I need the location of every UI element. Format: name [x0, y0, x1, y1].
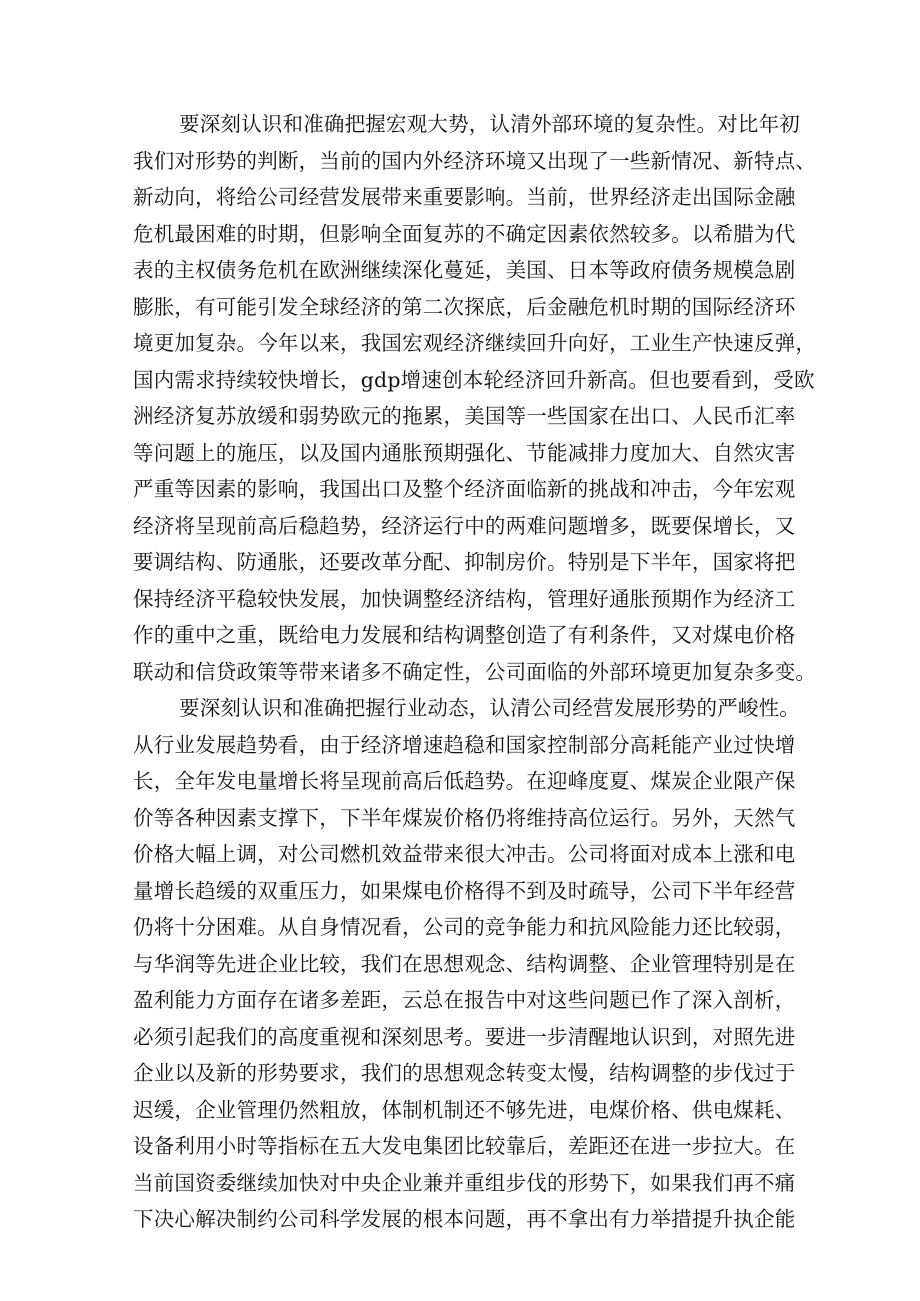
paragraph-2-line-12: 迟缓，企业管理仍然粗放，体制机制还不够先进，电煤价格、供电煤耗、 — [133, 1097, 796, 1122]
paragraph-1-line-16: 联动和信贷政策等带来诸多不确定性，公司面临的外部环境更加复杂多变。 — [133, 659, 817, 684]
paragraph-2-line-4: 价等各种因素支撑下，下半年煤炭价格仍将维持高位运行。另外，天然气 — [133, 805, 796, 830]
paragraph-2-line-6: 量增长趋缓的双重压力，如果煤电价格得不到及时疏导，公司下半年经营 — [133, 878, 796, 903]
paragraph-2-line-8: 与华润等先进企业比较，我们在思想观念、结构调整、企业管理特别是在 — [133, 951, 796, 976]
paragraph-1-line-5: 表的主权债务危机在欧洲继续深化蔓延，美国、日本等政府债务规模急剧 — [133, 258, 796, 282]
paragraph-2-line-2: 从行业发展趋势看，由于经济增速趋稳和国家控制部分高耗能产业过快增 — [133, 732, 796, 757]
paragraph-2-line-1: 要深刻认识和准确把握行业动态，认清公司经营发展形势的严峻性。 — [179, 696, 800, 720]
paragraph-1-line-4: 危机最困难的时期，但影响全面复苏的不确定因素依然较多。以希腊为代 — [133, 221, 796, 246]
paragraph-1-line-15: 作的重中之重，既给电力发展和结构调整创造了有利条件，又对煤电价格 — [133, 623, 796, 647]
paragraph-2-line-13: 设备利用小时等指标在五大发电集团比较靠后，差距还在进一步拉大。在 — [133, 1134, 796, 1158]
paragraph-2-line-7: 仍将十分困难。从自身情况看，公司的竞争能力和抗风险能力还比较弱， — [133, 915, 796, 939]
paragraph-2-line-3: 长，全年发电量增长将呈现前高后低趋势。在迎峰度夏、煤炭企业限产保 — [133, 769, 796, 793]
paragraph-1-line-7: 境更加复杂。今年以来，我国宏观经济继续回升向好，工业生产快速反弹， — [133, 331, 817, 355]
paragraph-2-line-10: 必须引起我们的高度重视和深刻思考。要进一步清醒地认识到，对照先进 — [133, 1024, 796, 1049]
paragraph-1-line-14: 保持经济平稳较快发展，加快调整经济结构，管理好通胀预期作为经济工 — [133, 586, 796, 611]
paragraph-1-line-9: 洲经济复苏放缓和弱势欧元的拖累，美国等一些国家在出口、人民币汇率 — [133, 404, 796, 428]
paragraph-2-line-15: 下决心解决制约公司科学发展的根本问题，再不拿出有力举措提升执企能 — [133, 1207, 796, 1231]
paragraph-1-line-6: 膨胀，有可能引发全球经济的第二次探底，后金融危机时期的国际经济环 — [133, 294, 796, 319]
paragraph-2-line-9: 盈利能力方面存在诸多差距，云总在报告中对这些问题已作了深入剖析， — [133, 988, 796, 1012]
paragraph-1-line-13: 要调结构、防通胀，还要改革分配、抑制房价。特别是下半年，国家将把 — [133, 550, 796, 574]
paragraph-1-line-12: 经济将呈现前高后稳趋势，经济运行中的两难问题增多，既要保增长，又 — [133, 513, 796, 538]
paragraph-1-line-10: 等问题上的施压，以及国内通胀预期强化、节能减排力度加大、自然灾害 — [133, 440, 796, 465]
paragraph-1-line-1: 要深刻认识和准确把握宏观大势，认清外部环境的复杂性。对比年初 — [179, 112, 800, 136]
paragraph-1-line-11: 严重等因素的影响，我国出口及整个经济面临新的挑战和冲击，今年宏观 — [133, 477, 796, 501]
paragraph-2-line-11: 企业以及新的形势要求，我们的思想观念转变太慢，结构调整的步伐过于 — [133, 1061, 796, 1085]
paragraph-1-line-3: 新动向，将给公司经营发展带来重要影响。当前，世界经济走出国际金融 — [133, 185, 796, 209]
paragraph-1-line-8: 国内需求持续较快增长，gdp增速创本轮经济回升新高。但也要看到，受欧 — [133, 367, 815, 392]
paragraph-2-line-5: 价格大幅上调，对公司燃机效益带来很大冲击。公司将面对成本上涨和电 — [133, 842, 796, 866]
paragraph-2-line-14: 当前国资委继续加快对中央企业兼并重组步伐的形势下，如果我们再不痛 — [133, 1170, 796, 1195]
paragraph-1-line-2: 我们对形势的判断，当前的国内外经济环境又出现了一些新情况、新特点、 — [133, 148, 817, 173]
